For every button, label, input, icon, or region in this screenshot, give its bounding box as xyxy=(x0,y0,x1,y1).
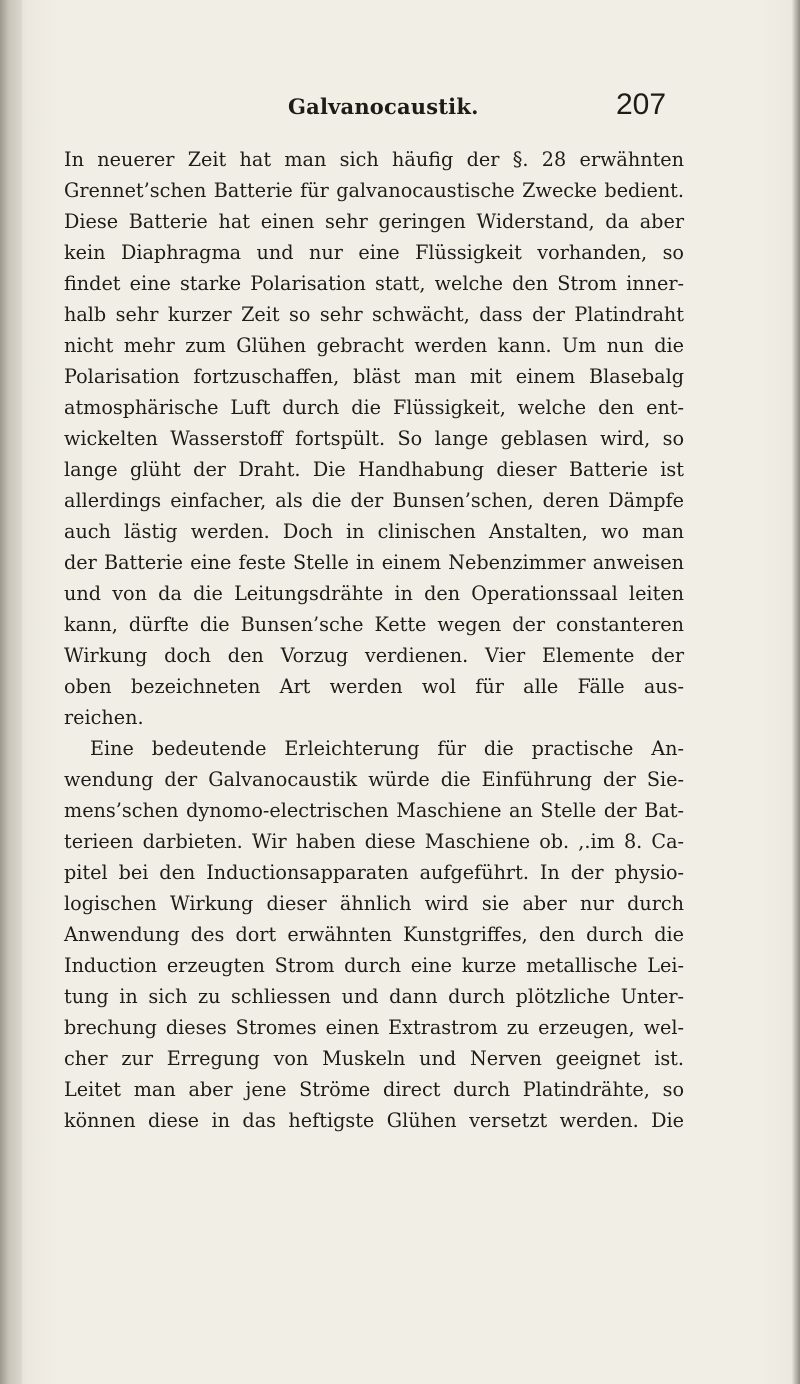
page-gutter-left xyxy=(0,0,22,1384)
text-line: Polarisation fortzuschaffen, bläst man mit einem Blasebalg xyxy=(64,365,684,388)
text-line: allerdings einfacher, als die der Bunsen’schen, deren Dämpfe xyxy=(64,489,684,512)
text-line: können diese in das heftigste Glühen versetzt werden. Die xyxy=(64,1109,684,1132)
text-line: Leitet man aber jene Ströme direct durch Platindrähte, so xyxy=(64,1078,684,1101)
text-line: und von da die Leitungsdrähte in den Operationssaal leiten xyxy=(64,582,684,605)
text-line: oben bezeichneten Art werden wol für alle Fälle aus- xyxy=(64,675,684,698)
text-line: lange glüht der Draht. Die Handhabung dieser Batterie ist xyxy=(64,458,684,481)
text-line: logischen Wirkung dieser ähnlich wird sie aber nur durch xyxy=(64,892,684,915)
text-line: Anwendung des dort erwähnten Kunstgriffes, den durch die xyxy=(64,923,684,946)
text-line: wendung der Galvanocaustik würde die Einführung der Sie- xyxy=(64,768,684,791)
text-line: pitel bei den Inductionsapparaten aufgeführt. In der physio- xyxy=(64,861,684,884)
text-line: findet eine starke Polarisation statt, welche den Strom inner- xyxy=(64,272,684,295)
page-number: 207 xyxy=(616,88,667,121)
text-line: Induction erzeugten Strom durch eine kurze metallische Lei- xyxy=(64,954,684,977)
text-line: wickelten Wasserstoff fortspült. So lange geblasen wird, so xyxy=(64,427,684,450)
text-line: Diese Batterie hat einen sehr geringen Widerstand, da aber xyxy=(64,210,684,233)
text-line: brechung dieses Stromes einen Extrastrom zu erzeugen, wel- xyxy=(64,1016,684,1039)
text-line: cher zur Erregung von Muskeln und Nerven geeignet ist. xyxy=(64,1047,684,1070)
text-line: der Batterie eine feste Stelle in einem Nebenzimmer anweisen xyxy=(64,551,684,574)
text-line: Grennet’schen Batterie für galvanocaustische Zwecke bedient. xyxy=(64,179,684,202)
text-line: kann, dürfte die Bunsen’sche Kette wegen der constanteren xyxy=(64,613,684,636)
page-header xyxy=(0,88,800,128)
body-text xyxy=(64,144,684,1136)
text-line: auch lästig werden. Doch in clinischen Anstalten, wo man xyxy=(64,520,684,543)
text-line: In neuerer Zeit hat man sich häufig der §. 28 erwähnten xyxy=(64,148,684,171)
text-line: halb sehr kurzer Zeit so sehr schwächt, dass der Platindraht xyxy=(64,303,684,326)
text-line: nicht mehr zum Glühen gebracht werden kann. Um nun die xyxy=(64,334,684,357)
text-line-paragraph-end: reichen. xyxy=(64,706,144,729)
running-head: Galvanocaustik. xyxy=(288,94,479,119)
text-line: mens’schen dynomo-electrischen Maschiene an Stelle der Bat- xyxy=(64,799,684,822)
text-line: Wirkung doch den Vorzug verdienen. Vier Elemente der xyxy=(64,644,684,667)
text-line: tung in sich zu schliessen und dann durch plötzliche Unter- xyxy=(64,985,684,1008)
text-line-paragraph-start: Eine bedeutende Erleichterung für die practische An- xyxy=(90,737,684,760)
page-edge-right xyxy=(792,0,800,1384)
text-line: terieen darbieten. Wir haben diese Maschiene ob. ,.im 8. Ca- xyxy=(64,830,684,853)
text-line: kein Diaphragma und nur eine Flüssigkeit vorhanden, so xyxy=(64,241,684,264)
text-line: atmosphärische Luft durch die Flüssigkeit, welche den ent- xyxy=(64,396,684,419)
